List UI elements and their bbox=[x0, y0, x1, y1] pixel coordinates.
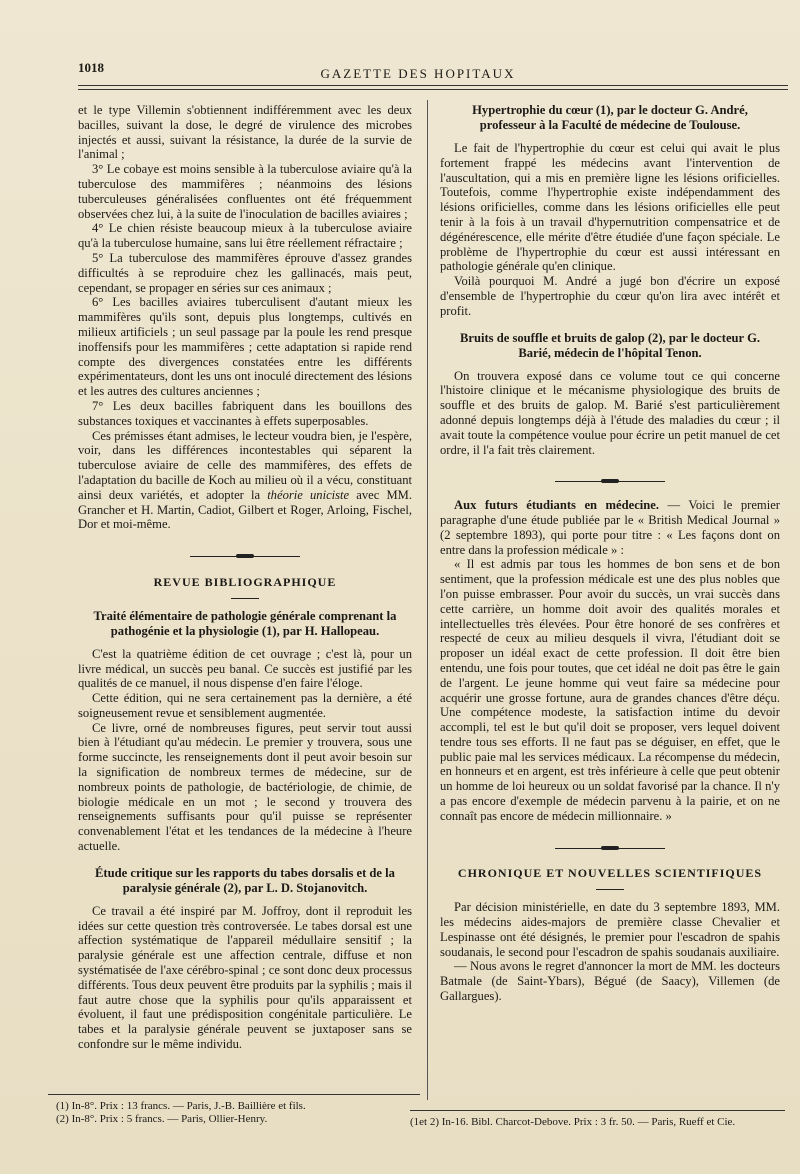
ornament-divider bbox=[78, 546, 412, 561]
page-header bbox=[48, 58, 788, 98]
paragraph: 5° La tuberculose des mammifères éprouve d'assez grandes difficultés à se reproduire chez les gallinacés, mais peut, cependant, se propager en séries sur ces animaux ; bbox=[78, 250, 412, 295]
paragraph: et le type Villemin s'obtiennent indifféremment avec les deux bacilles, suivant la dose, le degré de virulence des microbes injectés et aussi, suivant la résistance, la durée de la survie de l'animal ; bbox=[78, 103, 412, 162]
paragraph: C'est la quatrième édition de cet ouvrage ; c'est là, pour un livre médical, un succès peu banal. Ce succès est justifié par les qualités de ce manuel, il nous dispense d'en faire l'éloge. bbox=[78, 646, 412, 691]
journal-title: GAZETTE DES HOPITAUX bbox=[320, 66, 516, 81]
footnote: (1) In-8°. Prix : 13 francs. — Paris, J.-B. Baillière et fils. bbox=[56, 1100, 306, 1112]
paragraph: — Nous avons le regret d'annoncer la mort de MM. les docteurs Batmale (de Saint-Ybars), Bégué (de Saacy), Villemen (de Gallargues). bbox=[440, 959, 780, 1004]
text: avec MM. Grancher et H. Martin, Cadiot, Gilbert et Roger, Arloing, Fischel, Dor et moi-même. bbox=[78, 487, 412, 532]
paragraph: Ce travail a été inspiré par M. Joffroy, dont il reproduit les idées sur cette question très controversée. Le tabes dorsal est une affection systématique de l'appareil médullaire sensitif ; la paralysie générale est une affection centrale, diffuse et non systématisée de l'axe cérébro-spinal ; ce sont donc deux processus différents. Tous deux peuvent être produits par la syphilis ; mais il faut autre chose que la syphilis pour qu'ils apparaissent et évoluent, il faut une prédisposition congénitale particulière. Le tabes et la paralysie générale peuvent se juxtaposer sans se confondre sur le même individu. bbox=[78, 903, 412, 1052]
text: — Voici le premier paragraphe d'une étude publiée par le « British Medical Journal » (2 septembre 1893), qui porte pour titre : « Les façons dont on entre dans la profession médicale » : bbox=[440, 498, 780, 557]
paragraph: Le fait de l'hypertrophie du cœur est celui qui avait le plus fortement frappé les médecins avant l'intervention de l'auscultation, qui a mis en première ligne les lésions orificielles. Toutefois, comme l'hypertrophie existe indépendamment des lésions orificielles, comme dans les lésions orificielles elle peut tenir à la fois à un travail d'hypernutrition compensatrice et de dégénérescence, elle mérite d'être étudiée d'une façon spéciale. Le problème de l'hypertrophie du cœur est aussi intéressant en pathologie générale qu'en clinique. bbox=[440, 141, 780, 274]
paragraph: 4° Le chien résiste beaucoup mieux à la tuberculose aviaire qu'à la tuberculose humaine, sans lui être réellement réfractaire ; bbox=[78, 221, 412, 251]
text: Ces prémisses étant admises, le lecteur voudra bien, je l'espère, voir, dans les différences incontestables qui séparent la tuberculose aviaire de celle des mammifères, des effets de l'adaptation du bacille de Koch au milieu où il a vécu, constituant ainsi deux variétés, et adopter la bbox=[78, 428, 412, 502]
paragraph: Par décision ministérielle, en date du 3 septembre 1893, MM. les médecins aides-majors de première classe Chevalier et Lespinasse ont été désignés, le premier pour l'escadron de spahis soudanais, le second pour l'escadron de spahis soudanais auxiliaire. bbox=[440, 900, 780, 959]
conclusion-paragraph bbox=[78, 429, 412, 533]
news-item bbox=[440, 498, 780, 557]
header-rule-thin bbox=[78, 89, 788, 90]
news-lead: Aux futurs étudiants en médecine. bbox=[454, 498, 660, 513]
short-rule bbox=[596, 889, 624, 890]
paragraph: On trouvera exposé dans ce volume tout ce qui concerne l'histoire clinique et le mécanisme physiologique des bruits de souffle et des bruits de galop. M. Barié s'est particulièrement adonné depuis longtemps déjà à l'étude des maladies du cœur ; il avait toute la compétence voulue pour écrire un petit manuel de cet ordre, il l'a fait très clairement. bbox=[440, 368, 780, 457]
footnotes-left bbox=[56, 1100, 416, 1126]
paragraph: Cette édition, qui ne sera certainement pas la dernière, a été soigneusement revue et sensiblement augmentée. bbox=[78, 691, 412, 720]
italic-term: théorie uniciste bbox=[267, 487, 350, 502]
article-title: Étude critique sur les rapports du tabes dorsalis et de la paralysie générale (2), par L. D. Stojanovitch. bbox=[95, 865, 395, 895]
article-title: Hypertrophie du cœur (1), par le docteur G. André, professeur à la Faculté de médecine de Toulouse. bbox=[472, 103, 748, 132]
footnote-rule bbox=[410, 1110, 785, 1111]
ornament-divider bbox=[440, 471, 780, 486]
section-heading: REVUE BIBLIOGRAPHIQUE bbox=[153, 574, 337, 589]
paragraph: 7° Les deux bacilles fabriquent dans les bouillons des substances toxiques et vaccinantes à effets superposables. bbox=[78, 398, 412, 428]
header-rule bbox=[78, 85, 788, 86]
footnote-right: (1et 2) In-16. Bibl. Charcot-Debove. Prix : 3 fr. 50. — Paris, Rueff et Cie. bbox=[410, 1116, 736, 1128]
footnote-rule bbox=[48, 1094, 420, 1095]
column-divider bbox=[427, 100, 428, 1100]
paragraph: 3° Le cobaye est moins sensible à la tuberculose aviaire qu'à la tuberculose des mammifères ; néanmoins des lésions tuberculeuses généralisées confluentes ont été fréquemment observées chez lui, à la suite de l'inoculation de bacilles aviaires ; bbox=[78, 162, 412, 221]
footnote: (2) In-8°. Prix : 5 francs. — Paris, Ollier-Henry. bbox=[56, 1113, 268, 1125]
quote-paragraph: « Il est admis par tous les hommes de bon sens et de bon sentiment, que la profession médicale est une des plus nobles que l'on puisse embrasser. Pour avoir du succès, un vrai succès dans cette carrière, un homme doit avoir des qualités morales et intellectuelles très élevées. Pour être honoré de ses confrères et respecté de ceux au milieu desquels il vivra, l'étudiant doit se proposer un idéal exact de cette profession. Il doit être bien entendu, une fois pour toutes, que cet idéal ne doit pas être le gain de l'argent. Le jeune homme qui veut faire sa médecine pour acquérir une grosse fortune, aura de grandes chances d'être déçu. Une compétence modeste, la satisfaction intime du devoir accompli, tel est le but qu'il doit se proposer, vers lequel doivent tendre tous ses efforts. Il ne faut pas se déguiser, en effet, que le public paie mal les services médicaux. La récompense du médecin, en honneurs et en argent, est très inférieure à celle que peut obtenir un homme de loi heureux ou un soldat favorisé par la chance. Il n'y a pas encore d'exemple de médecin parvenu à la pairie, et on ne connaît pas encore de médecin millionnaire. » bbox=[440, 557, 780, 823]
short-rule bbox=[231, 598, 259, 599]
right-column bbox=[440, 103, 780, 1004]
section-heading: CHRONIQUE ET NOUVELLES SCIENTIFIQUES bbox=[457, 866, 763, 881]
article-title: Bruits de souffle et bruits de galop (2), par le docteur G. Barié, médecin de l'hôpital Tenon. bbox=[459, 330, 761, 360]
paragraph: 6° Les bacilles aviaires tuberculisent d'autant mieux les mammifères qu'ils sont, depuis plus longtemps, cultivés en milieux artificiels ; un seul passage par la poule les rend presque inoffensifs pour les mammifères ; cette adaptation si rapide rend compte des divergences constatées entre les différents expérimentateurs, dont les uns ont inoculé directement des lésions et les autres des cultures anciennes ; bbox=[78, 295, 412, 399]
left-column bbox=[78, 103, 412, 1052]
article-title: Traité élémentaire de pathologie générale comprenant la pathogénie et la physiologie (1), par H. Hallopeau. bbox=[93, 608, 397, 638]
paragraph: Ce livre, orné de nombreuses figures, peut servir tout aussi bien à l'étudiant qu'au médecin. Le premier y trouvera, sous une forme succincte, les renseignements dont il peut avoir besoin sur la signification de nombreux termes de médecine, sur de nombreux points de pathologie, de bactériologie, de chimie, de biologie médicale en un mot ; le second y trouvera des renseignements suffisants pour qu'il puisse se représenter convenablement l'état et les tendances de la médecine à l'heure actuelle. bbox=[78, 720, 412, 854]
page-number: 1018 bbox=[78, 60, 104, 75]
paragraph: Voilà pourquoi M. André a jugé bon d'écrire un exposé d'ensemble de l'hypertrophie du cœur qu'on lira avec intérêt et profit. bbox=[440, 274, 780, 318]
ornament-divider bbox=[440, 838, 780, 853]
